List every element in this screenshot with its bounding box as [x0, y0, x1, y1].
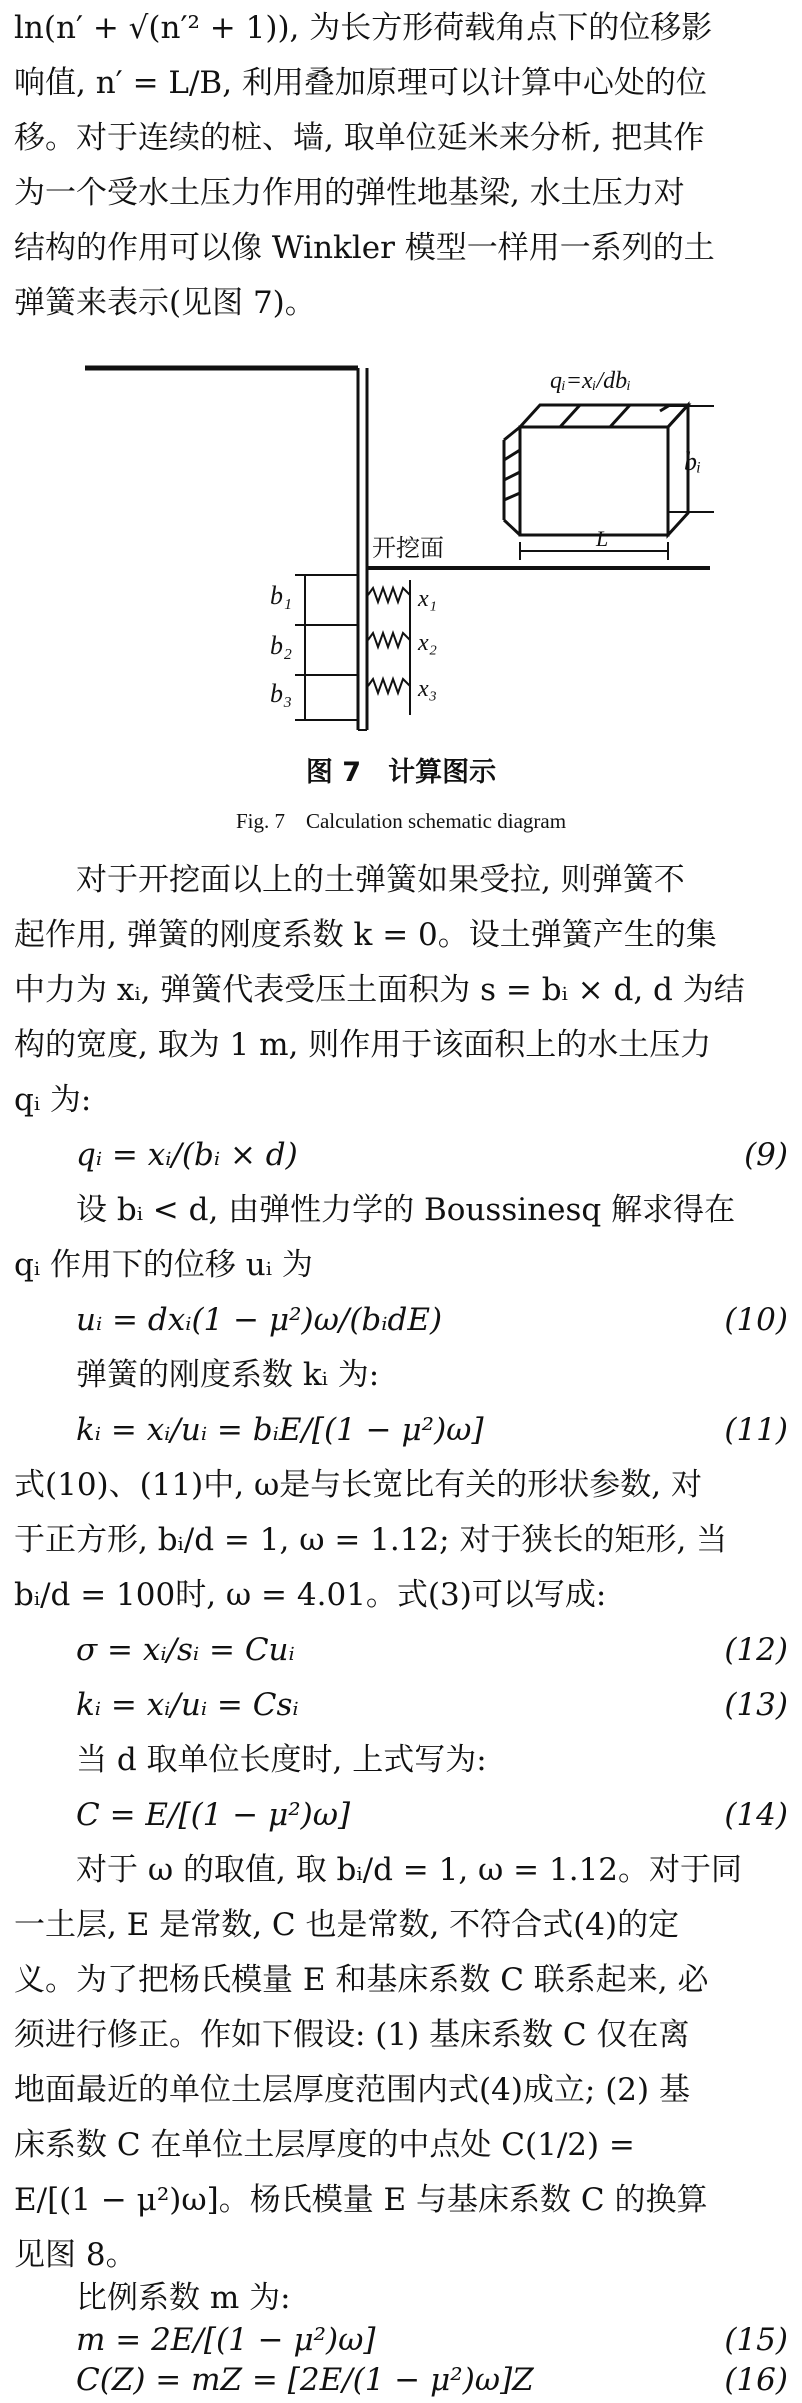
equation-9-number: (9): [744, 1137, 788, 1173]
equation-9: qᵢ = xᵢ/(bᵢ × d): [76, 1137, 298, 1173]
text-line: qᵢ 作用下的位移 uᵢ 为: [14, 1247, 313, 1283]
text-line: 须进行修正。作如下假设: (1) 基床系数 C 仅在离: [14, 2017, 690, 2053]
text-line: 见图 8。: [14, 2237, 137, 2273]
q-formula-label: qᵢ=xᵢ/dbᵢ: [550, 368, 631, 394]
text-line: 床系数 C 在单位土层厚度的中点处 C(1/2) =: [14, 2127, 635, 2163]
soil-layers: [295, 575, 358, 720]
equation-10-number: (10): [724, 1302, 788, 1338]
text-line: 为一个受水土压力作用的弹性地基梁, 水土压力对: [14, 175, 685, 211]
text-line: 当 d 取单位长度时, 上式写为:: [76, 1742, 487, 1778]
x2-label: x₂: [418, 630, 437, 656]
equation-15: m = 2E/[(1 − μ²)ω]: [76, 2322, 376, 2358]
text-line: 中力为 xᵢ, 弹簧代表受压土面积为 s = bᵢ × d, d 为结: [14, 972, 745, 1008]
text-line: ln(n′ + √(n′² + 1)), 为长方形荷载角点下的位移影: [14, 10, 713, 46]
springs: [368, 580, 410, 715]
b1-label: b₁: [270, 581, 293, 610]
equation-10: uᵢ = dxᵢ(1 − μ²)ω/(bᵢdE): [76, 1302, 443, 1338]
text-line: E/[(1 − μ²)ω]。杨氏模量 E 与基床系数 C 的换算: [14, 2182, 708, 2218]
figure-caption-en: Fig. 7 Calculation schematic diagram: [235, 809, 567, 833]
text-line: 于正方形, bᵢ/d = 1, ω = 1.12; 对于狭长的矩形, 当: [14, 1522, 728, 1558]
text-line: 地面最近的单位土层厚度范围内式(4)成立; (2) 基: [14, 2072, 690, 2108]
text-line: 设 bᵢ < d, 由弹性力学的 Boussinesq 解求得在: [76, 1192, 736, 1228]
L-label: L: [596, 526, 609, 551]
equation-11-number: (11): [724, 1412, 788, 1448]
equation-14-number: (14): [724, 1797, 788, 1833]
bi-label: bᵢ: [684, 447, 702, 476]
equation-12-number: (12): [724, 1632, 788, 1668]
equation-16-number: (16): [724, 2362, 788, 2398]
x3-label: x₃: [418, 676, 437, 702]
equation-16: C(Z) = mZ = [2E/(1 − μ²)ω]Z: [76, 2362, 534, 2398]
text-line: 比例系数 m 为:: [76, 2280, 291, 2316]
x1-label: x₁: [418, 586, 437, 612]
equation-12: σ = xᵢ/sᵢ = Cuᵢ: [76, 1632, 295, 1668]
equation-14: C = E/[(1 − μ²)ω]: [76, 1797, 351, 1833]
equation-15-number: (15): [724, 2322, 788, 2358]
text-line: 对于开挖面以上的土弹簧如果受拉, 则弹簧不: [76, 862, 685, 898]
figure-7-diagram: [80, 350, 720, 770]
text-line: 弹簧的刚度系数 kᵢ 为:: [76, 1357, 380, 1393]
text-line: 构的宽度, 取为 1 m, 则作用于该面积上的水土压力: [14, 1027, 712, 1063]
text-line: 响值, n′ = L/B, 利用叠加原理可以计算中心处的位: [14, 65, 707, 101]
text-line: qᵢ 为:: [14, 1082, 92, 1118]
excavation-label: 开挖面: [372, 534, 444, 562]
text-line: 一土层, E 是常数, C 也是常数, 不符合式(4)的定: [14, 1907, 680, 1943]
figure-caption-cn: 图 7 计算图示: [305, 757, 497, 788]
b2-label: b₂: [270, 631, 293, 660]
text-line: 式(10)、(11)中, ω是与长宽比有关的形状参数, 对: [14, 1467, 702, 1503]
b3-label: b₃: [270, 679, 293, 708]
equation-11: kᵢ = xᵢ/uᵢ = bᵢE/[(1 − μ²)ω]: [76, 1412, 484, 1448]
load-box: [504, 405, 714, 560]
text-line: 移。对于连续的桩、墙, 取单位延米来分析, 把其作: [14, 120, 705, 156]
text-line: 弹簧来表示(见图 7)。: [14, 285, 316, 321]
text-line: 结构的作用可以像 Winkler 模型一样用一系列的土: [14, 230, 715, 266]
equation-13-number: (13): [724, 1687, 788, 1723]
text-line: 起作用, 弹簧的刚度系数 k = 0。设土弹簧产生的集: [14, 917, 717, 953]
text-line: 义。为了把杨氏模量 E 和基床系数 C 联系起来, 必: [14, 1962, 709, 1998]
equation-13: kᵢ = xᵢ/uᵢ = Csᵢ: [76, 1687, 299, 1723]
text-line: 对于 ω 的取值, 取 bᵢ/d = 1, ω = 1.12。对于同: [76, 1852, 743, 1888]
text-line: bᵢ/d = 100时, ω = 4.01。式(3)可以写成:: [14, 1577, 607, 1613]
